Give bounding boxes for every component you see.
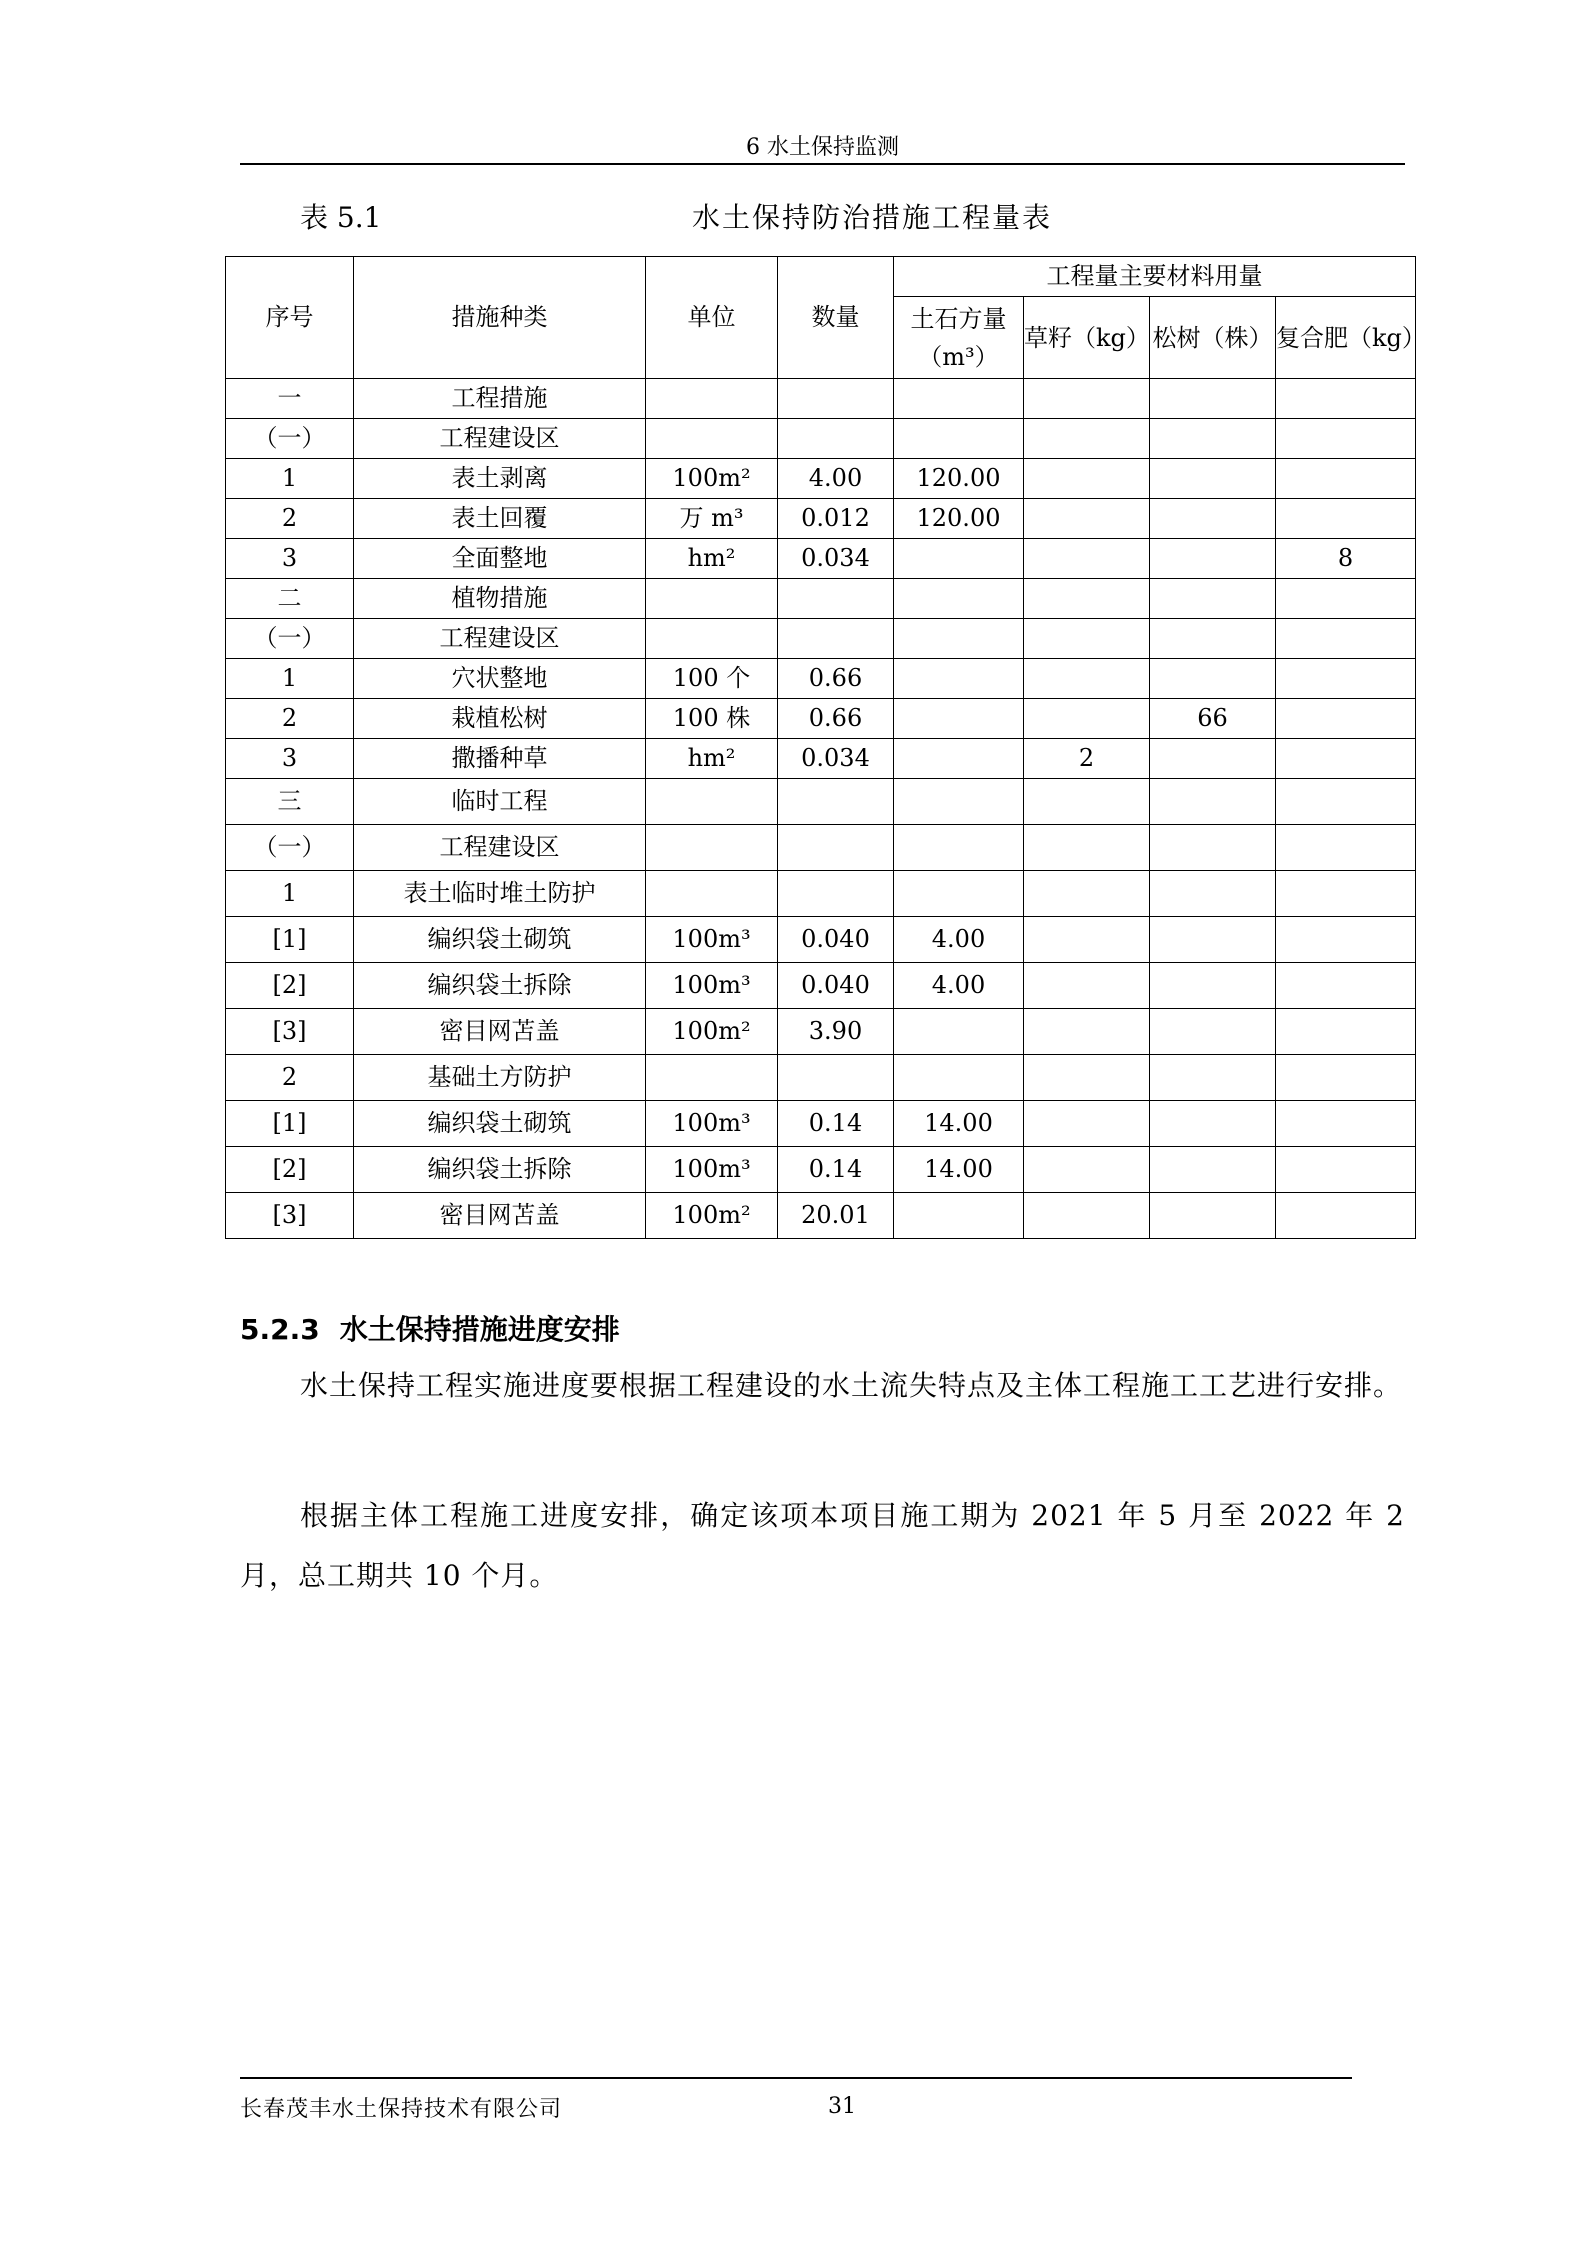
- cell-fertilizer: [1276, 871, 1416, 917]
- table-row: [226, 419, 1416, 459]
- cell-pine: [1150, 459, 1276, 499]
- cell-earthwork: [894, 699, 1024, 739]
- cell-quantity: [778, 379, 894, 419]
- cell-measure: 工程措施: [354, 379, 646, 419]
- table-row: [226, 459, 1416, 499]
- cell-measure: 工程建设区: [354, 419, 646, 459]
- header-seq: 序号: [226, 257, 354, 379]
- cell-unit: [646, 1055, 778, 1101]
- cell-unit: 100m²: [646, 459, 778, 499]
- cell-grass-seed: [1024, 963, 1150, 1009]
- cell-quantity: 20.01: [778, 1193, 894, 1239]
- cell-quantity: 0.034: [778, 739, 894, 779]
- cell-measure: 全面整地: [354, 539, 646, 579]
- table-row: [226, 539, 1416, 579]
- cell-quantity: [778, 1055, 894, 1101]
- cell-fertilizer: [1276, 825, 1416, 871]
- header-fertilizer: 复合肥（kg）: [1276, 297, 1416, 379]
- cell-grass-seed: [1024, 871, 1150, 917]
- cell-measure: 表土临时堆土防护: [354, 871, 646, 917]
- cell-measure: 编织袋土砌筑: [354, 917, 646, 963]
- cell-seq: 二: [226, 579, 354, 619]
- cell-earthwork: 120.00: [894, 459, 1024, 499]
- cell-grass-seed: [1024, 539, 1150, 579]
- cell-fertilizer: [1276, 659, 1416, 699]
- cell-measure: 编织袋土拆除: [354, 963, 646, 1009]
- cell-grass-seed: [1024, 917, 1150, 963]
- cell-earthwork: [894, 739, 1024, 779]
- header-type: 措施种类: [354, 257, 646, 379]
- cell-seq: （一）: [226, 419, 354, 459]
- cell-unit: [646, 379, 778, 419]
- cell-earthwork: [894, 1009, 1024, 1055]
- cell-seq: （一）: [226, 619, 354, 659]
- footer-rule: [240, 2077, 1352, 2079]
- cell-fertilizer: [1276, 739, 1416, 779]
- cell-pine: [1150, 579, 1276, 619]
- cell-grass-seed: [1024, 379, 1150, 419]
- cell-measure: 编织袋土拆除: [354, 1147, 646, 1193]
- cell-fertilizer: 8: [1276, 539, 1416, 579]
- cell-quantity: 3.90: [778, 1009, 894, 1055]
- page-number: 31: [828, 2094, 856, 2119]
- cell-unit: 100m³: [646, 1147, 778, 1193]
- cell-grass-seed: [1024, 459, 1150, 499]
- cell-seq: （一）: [226, 825, 354, 871]
- table-row: [226, 579, 1416, 619]
- cell-pine: [1150, 379, 1276, 419]
- cell-seq: [3]: [226, 1009, 354, 1055]
- cell-earthwork: [894, 659, 1024, 699]
- cell-fertilizer: [1276, 459, 1416, 499]
- cell-grass-seed: [1024, 825, 1150, 871]
- table-row: [226, 379, 1416, 419]
- table-row: [226, 659, 1416, 699]
- cell-fertilizer: [1276, 1101, 1416, 1147]
- cell-measure: 植物措施: [354, 579, 646, 619]
- cell-measure: 工程建设区: [354, 825, 646, 871]
- header-earthwork: 土石方量（m³）: [894, 297, 1024, 379]
- cell-seq: [1]: [226, 1101, 354, 1147]
- cell-fertilizer: [1276, 963, 1416, 1009]
- cell-quantity: [778, 419, 894, 459]
- cell-measure: 穴状整地: [354, 659, 646, 699]
- cell-unit: hm²: [646, 539, 778, 579]
- cell-quantity: 4.00: [778, 459, 894, 499]
- header-rule: [240, 163, 1405, 165]
- cell-unit: 100m³: [646, 963, 778, 1009]
- cell-measure: 密目网苫盖: [354, 1009, 646, 1055]
- cell-earthwork: [894, 1193, 1024, 1239]
- cell-pine: [1150, 1147, 1276, 1193]
- cell-grass-seed: [1024, 619, 1150, 659]
- cell-pine: [1150, 739, 1276, 779]
- cell-earthwork: [894, 419, 1024, 459]
- cell-measure: 工程建设区: [354, 619, 646, 659]
- paragraph: 根据主体工程施工进度安排，确定该项本项目施工期为 2021 年 5 月至 2022 年 2 月，总工期共 10 个月。: [240, 1499, 1405, 1592]
- cell-fertilizer: [1276, 379, 1416, 419]
- cell-seq: [2]: [226, 963, 354, 1009]
- cell-measure: 基础土方防护: [354, 1055, 646, 1101]
- cell-pine: [1150, 499, 1276, 539]
- table-number: 表 5.1: [300, 201, 382, 234]
- cell-fertilizer: [1276, 579, 1416, 619]
- cell-grass-seed: [1024, 1009, 1150, 1055]
- cell-grass-seed: [1024, 1147, 1150, 1193]
- cell-unit: [646, 579, 778, 619]
- measures-table-body: [226, 379, 1416, 1239]
- cell-grass-seed: [1024, 659, 1150, 699]
- cell-earthwork: [894, 619, 1024, 659]
- cell-pine: 66: [1150, 699, 1276, 739]
- table-row: [226, 1055, 1416, 1101]
- table-row: [226, 1101, 1416, 1147]
- cell-seq: 2: [226, 499, 354, 539]
- section-number: 5.2.3: [240, 1313, 320, 1346]
- cell-measure: 编织袋土砌筑: [354, 1101, 646, 1147]
- cell-unit: [646, 419, 778, 459]
- cell-measure: 表土剥离: [354, 459, 646, 499]
- cell-earthwork: [894, 779, 1024, 825]
- cell-seq: 3: [226, 539, 354, 579]
- cell-quantity: 0.040: [778, 963, 894, 1009]
- cell-earthwork: [894, 825, 1024, 871]
- cell-pine: [1150, 659, 1276, 699]
- cell-pine: [1150, 871, 1276, 917]
- cell-unit: hm²: [646, 739, 778, 779]
- paragraph: 水土保持工程实施进度要根据工程建设的水土流失特点及主体工程施工工艺进行安排。: [300, 1369, 1403, 1402]
- cell-fertilizer: [1276, 1009, 1416, 1055]
- cell-measure: 临时工程: [354, 779, 646, 825]
- table-row: [226, 699, 1416, 739]
- running-header: 6 水土保持监测: [746, 135, 899, 160]
- section-heading: [240, 1308, 620, 1348]
- table-row: [226, 825, 1416, 871]
- cell-earthwork: [894, 379, 1024, 419]
- cell-unit: [646, 619, 778, 659]
- cell-seq: 一: [226, 379, 354, 419]
- cell-grass-seed: 2: [1024, 739, 1150, 779]
- cell-measure: 密目网苫盖: [354, 1193, 646, 1239]
- cell-grass-seed: [1024, 779, 1150, 825]
- table-row: [226, 1193, 1416, 1239]
- header-unit: 单位: [646, 257, 778, 379]
- cell-seq: 1: [226, 659, 354, 699]
- cell-quantity: 0.66: [778, 699, 894, 739]
- cell-unit: 万 m³: [646, 499, 778, 539]
- cell-seq: [1]: [226, 917, 354, 963]
- cell-earthwork: 4.00: [894, 963, 1024, 1009]
- cell-pine: [1150, 1101, 1276, 1147]
- cell-pine: [1150, 1193, 1276, 1239]
- cell-fertilizer: [1276, 779, 1416, 825]
- table-row: [226, 1009, 1416, 1055]
- cell-pine: [1150, 917, 1276, 963]
- cell-grass-seed: [1024, 699, 1150, 739]
- table-row: [226, 739, 1416, 779]
- cell-quantity: [778, 619, 894, 659]
- cell-seq: 2: [226, 699, 354, 739]
- cell-seq: 3: [226, 739, 354, 779]
- cell-grass-seed: [1024, 419, 1150, 459]
- cell-measure: 栽植松树: [354, 699, 646, 739]
- cell-pine: [1150, 539, 1276, 579]
- table-row: [226, 871, 1416, 917]
- cell-earthwork: 4.00: [894, 917, 1024, 963]
- cell-quantity: 0.012: [778, 499, 894, 539]
- cell-unit: [646, 871, 778, 917]
- cell-grass-seed: [1024, 1055, 1150, 1101]
- cell-earthwork: 14.00: [894, 1147, 1024, 1193]
- cell-fertilizer: [1276, 619, 1416, 659]
- cell-quantity: [778, 579, 894, 619]
- cell-unit: 100 个: [646, 659, 778, 699]
- cell-earthwork: 14.00: [894, 1101, 1024, 1147]
- cell-earthwork: [894, 871, 1024, 917]
- cell-seq: 1: [226, 459, 354, 499]
- cell-quantity: 0.040: [778, 917, 894, 963]
- cell-fertilizer: [1276, 917, 1416, 963]
- header-pine: 松树（株）: [1150, 297, 1276, 379]
- cell-seq: 2: [226, 1055, 354, 1101]
- measures-table: [225, 256, 1426, 1239]
- cell-unit: 100m³: [646, 917, 778, 963]
- cell-unit: [646, 825, 778, 871]
- table-title: 水土保持防治措施工程量表: [692, 201, 1053, 234]
- cell-quantity: [778, 779, 894, 825]
- cell-fertilizer: [1276, 1147, 1416, 1193]
- cell-quantity: 0.14: [778, 1101, 894, 1147]
- cell-unit: 100m³: [646, 1101, 778, 1147]
- table-row: [226, 499, 1416, 539]
- table-row: [226, 917, 1416, 963]
- cell-fertilizer: [1276, 499, 1416, 539]
- cell-pine: [1150, 419, 1276, 459]
- cell-pine: [1150, 825, 1276, 871]
- cell-fertilizer: [1276, 699, 1416, 739]
- cell-quantity: 0.034: [778, 539, 894, 579]
- cell-pine: [1150, 779, 1276, 825]
- cell-earthwork: [894, 539, 1024, 579]
- cell-seq: 1: [226, 871, 354, 917]
- cell-quantity: [778, 871, 894, 917]
- cell-earthwork: [894, 579, 1024, 619]
- cell-earthwork: [894, 1055, 1024, 1101]
- cell-grass-seed: [1024, 499, 1150, 539]
- header-materials: 工程量主要材料用量: [894, 257, 1416, 297]
- cell-fertilizer: [1276, 1193, 1416, 1239]
- section-title: 水土保持措施进度安排: [339, 1313, 620, 1346]
- cell-pine: [1150, 1009, 1276, 1055]
- cell-pine: [1150, 963, 1276, 1009]
- cell-fertilizer: [1276, 419, 1416, 459]
- cell-seq: 三: [226, 779, 354, 825]
- cell-unit: 100 株: [646, 699, 778, 739]
- cell-quantity: 0.66: [778, 659, 894, 699]
- cell-pine: [1150, 1055, 1276, 1101]
- cell-unit: 100m²: [646, 1009, 778, 1055]
- cell-measure: 撒播种草: [354, 739, 646, 779]
- cell-fertilizer: [1276, 1055, 1416, 1101]
- cell-quantity: 0.14: [778, 1147, 894, 1193]
- table-row: [226, 963, 1416, 1009]
- cell-earthwork: 120.00: [894, 499, 1024, 539]
- cell-seq: [2]: [226, 1147, 354, 1193]
- footer-company: 长春茂丰水土保持技术有限公司: [240, 2097, 563, 2122]
- cell-seq: [3]: [226, 1193, 354, 1239]
- table-row: [226, 619, 1416, 659]
- cell-grass-seed: [1024, 1101, 1150, 1147]
- header-grass-seed: 草籽（kg）: [1024, 297, 1150, 379]
- cell-quantity: [778, 825, 894, 871]
- cell-unit: 100m²: [646, 1193, 778, 1239]
- cell-pine: [1150, 619, 1276, 659]
- table-row: [226, 779, 1416, 825]
- cell-grass-seed: [1024, 1193, 1150, 1239]
- cell-grass-seed: [1024, 579, 1150, 619]
- table-caption: [300, 196, 1300, 232]
- cell-measure: 表土回覆: [354, 499, 646, 539]
- header-quantity: 数量: [778, 257, 894, 379]
- table-row: [226, 1147, 1416, 1193]
- cell-unit: [646, 779, 778, 825]
